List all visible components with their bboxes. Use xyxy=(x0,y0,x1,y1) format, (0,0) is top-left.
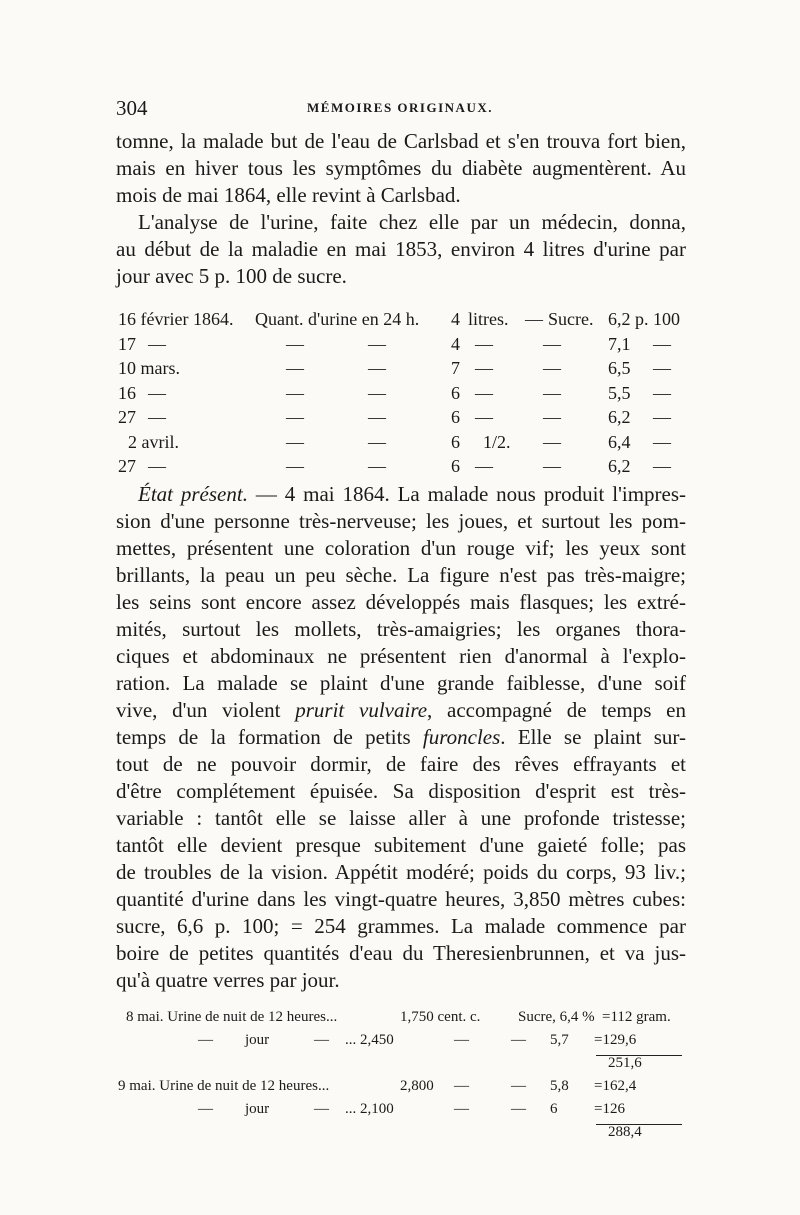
table-cell: 8 mai. Urine de nuit de 12 heures... xyxy=(126,1009,338,1025)
paragraph-urine-analysis xyxy=(116,209,686,290)
table-cell: 16 xyxy=(118,382,136,403)
table-cell: 1/2. xyxy=(483,431,511,452)
table-row xyxy=(118,1101,688,1124)
table-cell: — xyxy=(368,358,386,378)
table-cell: — xyxy=(653,456,671,476)
urine-sugar-table xyxy=(118,309,688,481)
table-row xyxy=(118,309,688,334)
subtotal: 288,4 xyxy=(608,1124,642,1140)
section-lead: État présent. xyxy=(138,482,248,506)
table-cell: ... 2,100 xyxy=(345,1101,394,1117)
table-cell: 5,7 xyxy=(550,1032,569,1048)
text-line: mités, surtout les mollets, très-amaigries; les organes thora- xyxy=(116,617,686,641)
italic-term: furoncles xyxy=(422,725,501,749)
text-fragment: , accompagné de temps en xyxy=(427,698,686,722)
table-cell: =126 xyxy=(594,1101,625,1117)
text-line: variable : tantôt elle se laisse aller à une profonde tristesse; xyxy=(116,806,686,830)
table-cell: Sucre, 6,4 % xyxy=(518,1009,595,1025)
table-cell: Quant. d'urine en 24 h. xyxy=(255,309,420,329)
table-cell: — xyxy=(653,333,671,354)
table-cell: =162,4 xyxy=(594,1078,637,1094)
table-row xyxy=(118,1032,688,1055)
table-cell: — xyxy=(475,333,493,354)
table-cell: 2,800 xyxy=(400,1078,434,1094)
paragraph-continuation xyxy=(116,128,686,209)
table-cell: 5,5 xyxy=(608,382,631,403)
table-cell: 7,1 xyxy=(608,333,631,354)
table-cell: — xyxy=(543,358,561,378)
subtotal: 251,6 xyxy=(608,1055,642,1071)
table-row xyxy=(118,358,688,383)
table-cell: — xyxy=(653,431,671,452)
text-fragment: vive, d'un violent xyxy=(116,698,281,722)
text-line: les seins sont encore assez développés mais flasques; les extré- xyxy=(116,590,686,614)
running-title: MÉMOIRES ORIGINAUX. xyxy=(307,100,493,115)
running-header xyxy=(116,96,684,124)
table-row xyxy=(118,1078,688,1101)
table-cell: — xyxy=(198,1101,213,1117)
table-cell: 6,4 xyxy=(608,431,631,452)
table-cell: — xyxy=(543,431,561,452)
text-line: qu'à quatre verres par jour. xyxy=(116,968,340,992)
text-line xyxy=(116,697,686,724)
table-cell: 27 xyxy=(118,407,136,427)
text-line xyxy=(116,724,686,751)
table-cell: 4 xyxy=(451,309,460,329)
paragraph-current-state xyxy=(116,481,686,994)
table-cell: — xyxy=(454,1078,469,1094)
table-cell: 17 xyxy=(118,333,136,354)
text-line: ciques et abdominaux ne présentent rien d'anormal à l'explo- xyxy=(116,644,686,668)
text-line: ration. La malade se plaint d'une grande faiblesse, d'une soif xyxy=(116,671,686,695)
table-cell: — xyxy=(148,382,166,403)
page-number: 304 xyxy=(116,96,148,120)
text-line: boire de petites quantités d'eau du Theresienbrunnen, et va jus- xyxy=(116,941,686,965)
text-line: mois de mai 1864, elle revint à Carlsbad. xyxy=(116,183,461,207)
table-cell: — xyxy=(653,382,671,403)
table-cell: — xyxy=(368,407,386,427)
table-row xyxy=(118,407,688,432)
table-cell: — xyxy=(198,1032,213,1048)
daily-urine-table xyxy=(118,1009,688,1147)
table-cell: 6 xyxy=(451,382,460,403)
table-row xyxy=(118,334,688,359)
table-cell: 6 xyxy=(451,431,460,452)
table-cell: 6,2 p. 100 xyxy=(608,309,680,329)
table-cell: 5,8 xyxy=(550,1078,569,1094)
table-cell: 6,2 xyxy=(608,456,631,476)
table-cell: — xyxy=(543,456,561,476)
table-cell: litres. xyxy=(468,309,509,329)
text-line: L'analyse de l'urine, faite chez elle par un médecin, donna, xyxy=(138,210,686,234)
table-cell: 6,5 xyxy=(608,358,631,378)
table-cell: 10 mars. xyxy=(118,358,180,378)
table-cell: 16 février 1864. xyxy=(118,309,234,329)
text-line: mais en hiver tous les symptômes du diabète augmentèrent. Au xyxy=(116,156,686,180)
table-cell: — xyxy=(543,407,561,427)
text-line: mettes, présentent une coloration d'un rouge vif; les yeux sont xyxy=(116,536,686,560)
table-cell: — xyxy=(511,1101,526,1117)
table-cell: — xyxy=(286,431,304,452)
table-cell: — xyxy=(148,456,166,476)
table-cell: — xyxy=(286,456,304,476)
table-cell: 27 xyxy=(118,456,136,476)
table-cell: — xyxy=(475,358,493,378)
table-cell: — xyxy=(368,431,386,452)
text-line: tout de ne pouvoir dormir, de faire des rêves effrayants et xyxy=(116,752,686,776)
table-cell: — xyxy=(286,407,304,427)
table-cell: — xyxy=(543,333,561,354)
table-cell: — xyxy=(368,333,386,354)
table-cell: — xyxy=(368,456,386,476)
table-cell: 4 xyxy=(451,333,460,354)
table-cell: — xyxy=(543,382,561,403)
table-cell: 6 xyxy=(451,456,460,476)
table-cell: 7 xyxy=(451,358,460,378)
table-cell: 9 mai. Urine de nuit de 12 heures... xyxy=(118,1078,330,1094)
table-cell: jour xyxy=(245,1032,270,1048)
text-fragment: temps de la formation de petits xyxy=(116,725,411,749)
text-line: jour avec 5 p. 100 de sucre. xyxy=(116,264,347,288)
text-line: sion d'une personne très-nerveuse; les joues, et surtout les pom- xyxy=(116,509,686,533)
table-cell: — xyxy=(286,382,304,403)
table-cell: Sucre. xyxy=(548,309,594,329)
table-cell: 6,2 xyxy=(608,407,631,427)
table-row xyxy=(118,1055,688,1078)
text-line: de troubles de la vision. Appétit modéré; poids du corps, 93 liv.; xyxy=(116,860,686,884)
table-cell: — xyxy=(475,407,493,427)
table-row xyxy=(118,432,688,457)
table-cell: — xyxy=(475,456,493,476)
table-cell: — xyxy=(368,382,386,403)
text-line: d'être complétement épuisée. Sa disposition d'esprit est très- xyxy=(116,779,686,803)
table-cell: — xyxy=(148,407,166,427)
text-line xyxy=(116,481,686,508)
text-line: tomne, la malade but de l'eau de Carlsbad et s'en trouva fort bien, xyxy=(116,129,686,153)
italic-term: prurit vulvaire xyxy=(295,698,428,722)
sum-rule xyxy=(596,1124,682,1125)
table-cell: — xyxy=(511,1078,526,1094)
table-cell: — xyxy=(454,1032,469,1048)
text-line: au début de la maladie en mai 1853, environ 4 litres d'urine par xyxy=(116,237,686,261)
text-line: sucre, 6,6 p. 100; = 254 grammes. La malade commence par xyxy=(116,914,686,938)
table-cell: — xyxy=(454,1101,469,1117)
sum-rule xyxy=(596,1055,682,1056)
table-row xyxy=(118,456,688,481)
text-fragment: — 4 mai 1864. La malade nous produit l'impres- xyxy=(255,482,687,506)
table-cell: — xyxy=(475,382,493,403)
text-line: quantité d'urine dans les vingt-quatre heures, 3,850 mètres cubes: xyxy=(116,887,686,911)
table-cell: 2 avril. xyxy=(128,431,179,452)
table-cell: — xyxy=(653,358,671,378)
text-fragment: . Elle se plaint sur- xyxy=(500,725,687,749)
table-cell: =112 gram. xyxy=(602,1009,671,1025)
text-line: tantôt elle devient presque subitement d'une gaieté folle; pas xyxy=(116,833,686,857)
table-cell: jour xyxy=(245,1101,270,1117)
table-cell: =129,6 xyxy=(594,1032,637,1048)
table-cell: — xyxy=(314,1101,329,1117)
table-cell: 6 xyxy=(451,407,460,427)
table-cell: — xyxy=(286,333,304,354)
table-cell: — xyxy=(525,309,543,329)
table-cell: 6 xyxy=(550,1101,558,1117)
table-cell: — xyxy=(286,358,304,378)
table-cell: 1,750 cent. c. xyxy=(400,1009,481,1025)
table-cell: ... 2,450 xyxy=(345,1032,394,1048)
table-cell: — xyxy=(653,407,671,427)
table-row xyxy=(118,383,688,408)
table-cell: — xyxy=(511,1032,526,1048)
table-cell: — xyxy=(314,1032,329,1048)
table-cell: — xyxy=(148,333,166,354)
table-row xyxy=(118,1124,688,1147)
text-line: brillants, la peau un peu sèche. La figure n'est pas très-maigre; xyxy=(116,563,686,587)
table-row xyxy=(118,1009,688,1032)
